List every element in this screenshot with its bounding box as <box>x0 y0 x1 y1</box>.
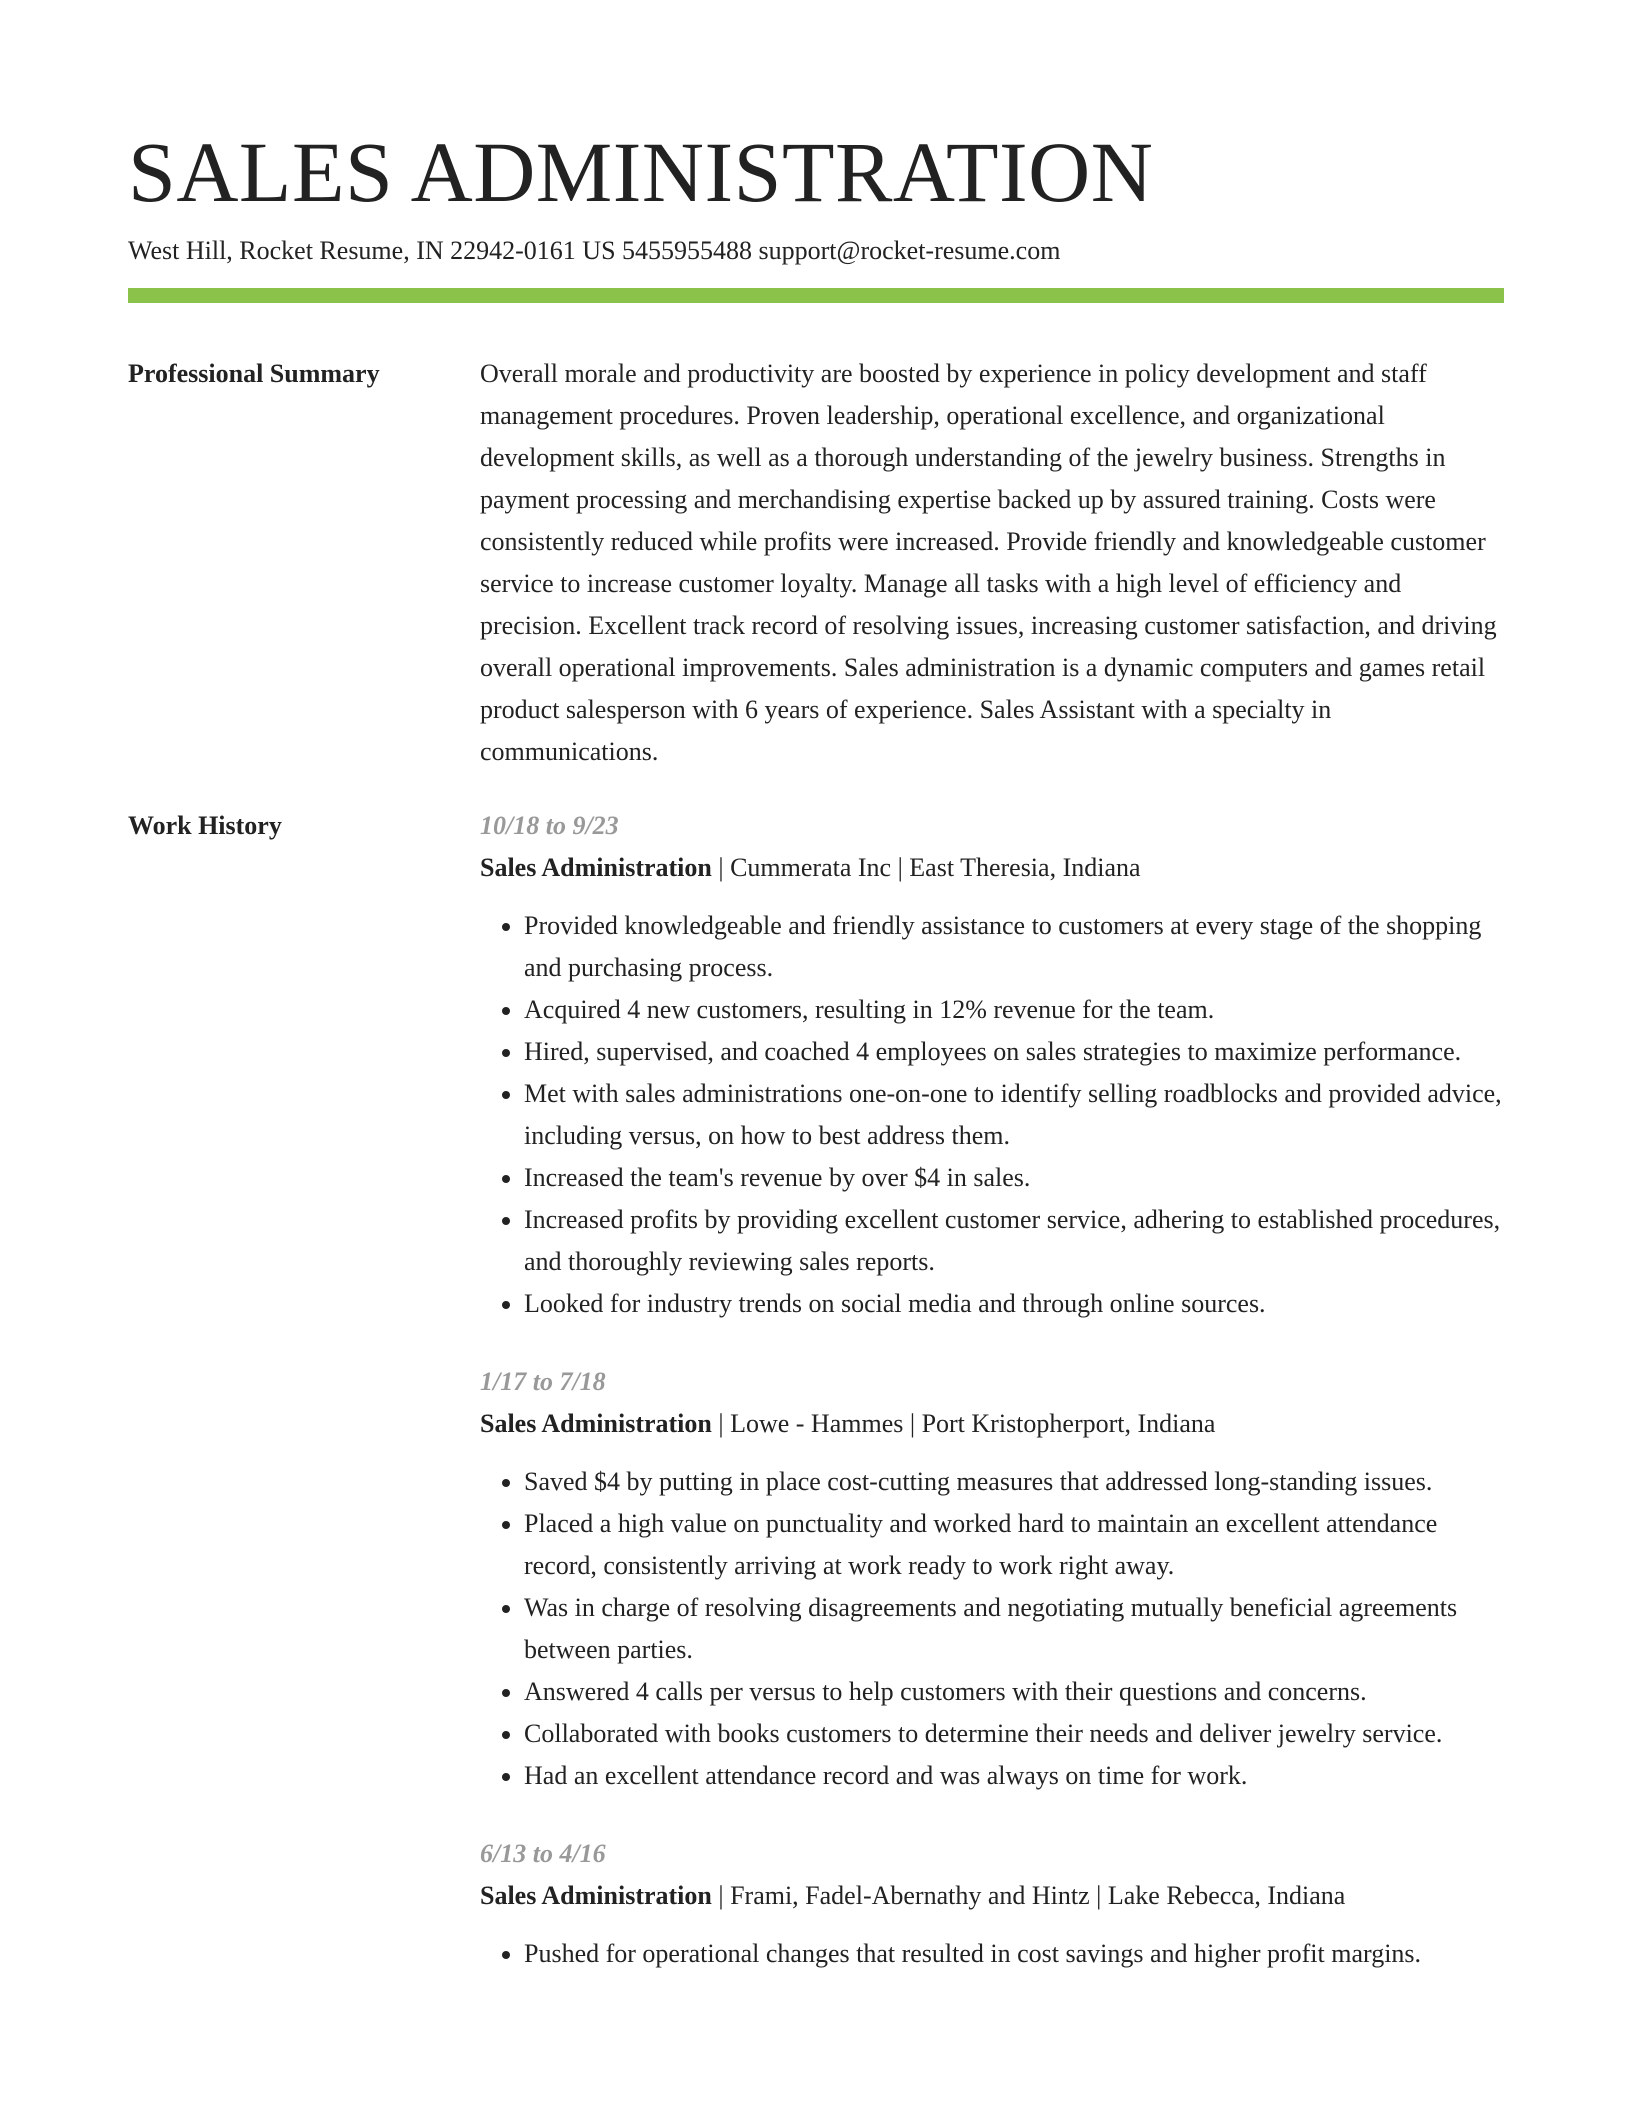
summary-section <box>128 353 1504 773</box>
job-details: | Frami, Fadel-Abernathy and Hintz | Lake Rebecca, Indiana <box>711 1881 1346 1910</box>
job-bullet-list <box>480 1461 1504 1797</box>
job-bullet: • Collaborated with books customers to determine their needs and deliver jewelry service. <box>524 1713 1504 1755</box>
resume-page <box>128 118 1504 2011</box>
job-title: Sales Administration <box>480 1409 712 1438</box>
job-dates: 1/17 to 7/18 <box>480 1367 606 1396</box>
job-title: Sales Administration <box>480 853 712 882</box>
job-bullet: • Had an excellent attendance record and was always on time for work. <box>524 1755 1504 1797</box>
job-entry <box>480 1833 1504 1975</box>
job-bullet: • Was in charge of resolving disagreements and negotiating mutually beneficial agreements between parties. <box>524 1587 1504 1671</box>
job-bullet: • Looked for industry trends on social media and through online sources. <box>524 1283 1504 1325</box>
job-bullet: • Pushed for operational changes that resulted in cost savings and higher profit margins. <box>524 1933 1504 1975</box>
job-dates: 6/13 to 4/16 <box>480 1839 606 1868</box>
job-bullet: • Hired, supervised, and coached 4 employees on sales strategies to maximize performance. <box>524 1031 1504 1073</box>
contact-line <box>128 234 1504 268</box>
work-history-label: Work History <box>128 811 282 840</box>
contact-address: West Hill, Rocket Resume, IN 22942-0161 US <box>128 236 616 265</box>
job-bullet: • Acquired 4 new customers, resulting in 12% revenue for the team. <box>524 989 1504 1031</box>
job-title-line <box>480 847 1504 889</box>
job-details: | Lowe - Hammes | Port Kristopherport, Indiana <box>711 1409 1216 1438</box>
job-dates: 10/18 to 9/23 <box>480 811 619 840</box>
job-bullet: • Increased profits by providing excellent customer service, adhering to established procedures, and thoroughly reviewing sales reports. <box>524 1199 1504 1283</box>
job-details: | Cummerata Inc | East Theresia, Indiana <box>711 853 1141 882</box>
job-bullet-list <box>480 905 1504 1325</box>
contact-phone: 5455955488 <box>622 236 753 265</box>
job-bullet: • Saved $4 by putting in place cost-cutting measures that addressed long-standing issues. <box>524 1461 1504 1503</box>
job-bullet-list <box>480 1933 1504 1975</box>
job-bullet: • Answered 4 calls per versus to help customers with their questions and concerns. <box>524 1671 1504 1713</box>
job-title-line <box>480 1875 1504 1917</box>
summary-body <box>480 353 1504 773</box>
resume-name-heading: SALES ADMINISTRATION <box>128 124 1154 220</box>
job-title-line <box>480 1403 1504 1445</box>
job-title: Sales Administration <box>480 1881 712 1910</box>
summary-text: Overall morale and productivity are boosted by experience in policy development and staff management procedures. Proven leadership, operational excellence, and organizational development skills, as well as a thorough understanding of the jewelry business. Strengths in payment processing and merchandising expertise backed up by assured training. Costs were consistently reduced while profits were increased. Provide friendly and knowledgeable customer service to increase customer loyalty. Manage all tasks with a high level of efficiency and precision. Excellent track record of resolving issues, increasing customer satisfaction, and driving overall operational improvements. Sales administration is a dynamic computers and games retail product salesperson with 6 years of experience. Sales Assistant with a specialty in communications. <box>480 359 1497 766</box>
job-entry <box>480 1361 1504 1797</box>
summary-label: Professional Summary <box>128 359 380 388</box>
header-divider <box>128 288 1504 303</box>
contact-email[interactable]: support@rocket-resume.com <box>758 236 1061 265</box>
job-bullet: • Provided knowledgeable and friendly assistance to customers at every stage of the shopping and purchasing process. <box>524 905 1504 989</box>
job-bullet: • Placed a high value on punctuality and worked hard to maintain an excellent attendance record, consistently arriving at work ready to work right away. <box>524 1503 1504 1587</box>
job-bullet: • Increased the team's revenue by over $4 in sales. <box>524 1157 1504 1199</box>
job-entry <box>480 805 1504 1325</box>
job-bullet: • Met with sales administrations one-on-one to identify selling roadblocks and provided advice, including versus, on how to best address them. <box>524 1073 1504 1157</box>
work-history-section <box>128 805 1504 2011</box>
work-history-body <box>480 805 1504 2011</box>
